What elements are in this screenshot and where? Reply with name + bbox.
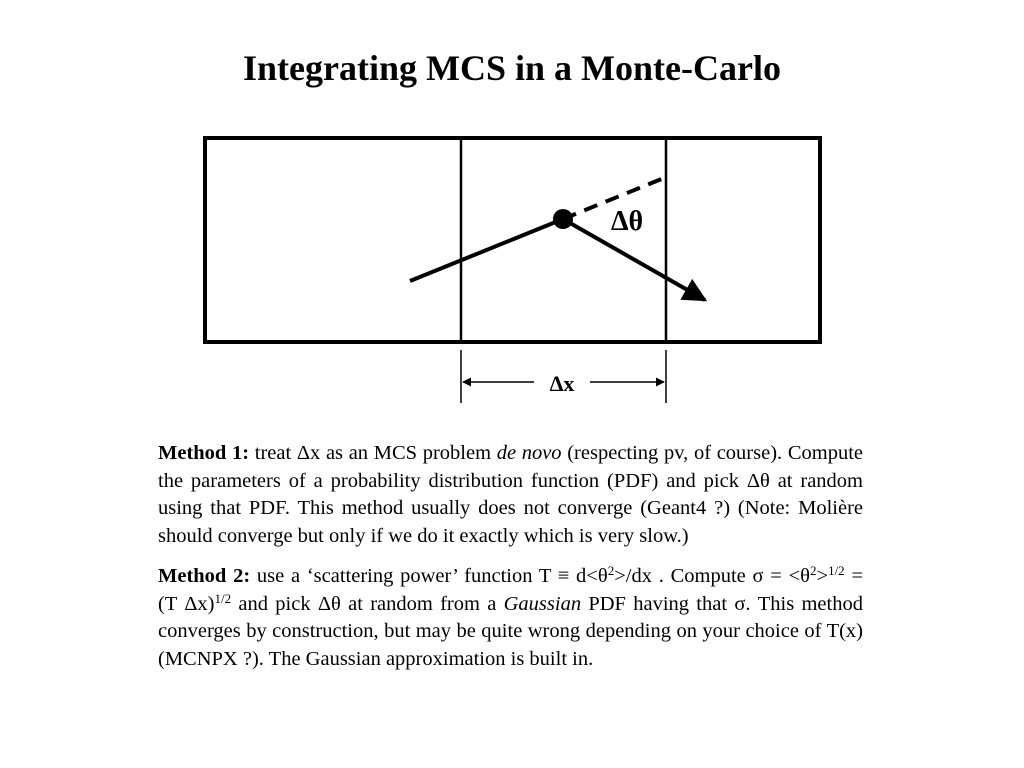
superscript: 1/2 bbox=[828, 563, 845, 578]
method-2-text: > bbox=[816, 565, 829, 587]
superscript: 1/2 bbox=[214, 590, 232, 606]
method-1-text-cont: (respecting pv, of course). Compute the parameters of a probability distribution function (PDF) and pick Δθ at random using that PDF. This method usually does not converge (Geant4 ?) (Note: Molière should converge but only if we do it exactly which is very slow.) bbox=[158, 442, 863, 547]
method-2-text: use a ‘scattering power’ function T ≡ d<θ bbox=[250, 565, 608, 587]
superscript: 2 bbox=[810, 563, 817, 578]
method-1-label: Method 1: bbox=[158, 442, 250, 464]
method-2-paragraph bbox=[158, 563, 863, 673]
method-2-emphasis: Gaussian bbox=[503, 592, 582, 615]
method-1-emphasis: de novo bbox=[496, 442, 562, 464]
method-2-text: and pick Δθ at random from a bbox=[231, 592, 504, 615]
method-2-label: Method 2: bbox=[158, 565, 251, 587]
delta-x-label: Δx bbox=[549, 371, 575, 396]
methods-text bbox=[158, 440, 863, 686]
delta-theta-label: Δθ bbox=[611, 206, 644, 237]
method-2-text: = (T Δx) bbox=[158, 565, 863, 615]
slide-title: Integrating MCS in a Monte-Carlo bbox=[243, 48, 781, 88]
method-2-text: >/dx . Compute σ = <θ bbox=[614, 565, 810, 587]
scattering-point bbox=[553, 209, 573, 229]
superscript: 2 bbox=[607, 563, 615, 578]
method-2-text: PDF having that σ. This method converges by construction, but may be quite wrong depending on your choice of T(x) (MCNPX ?). The Gaussian approximation is built in. bbox=[158, 592, 863, 670]
method-1-paragraph bbox=[158, 440, 863, 550]
incoming-track bbox=[410, 219, 563, 281]
method-1-text: treat Δx as an MCS problem bbox=[249, 442, 497, 464]
